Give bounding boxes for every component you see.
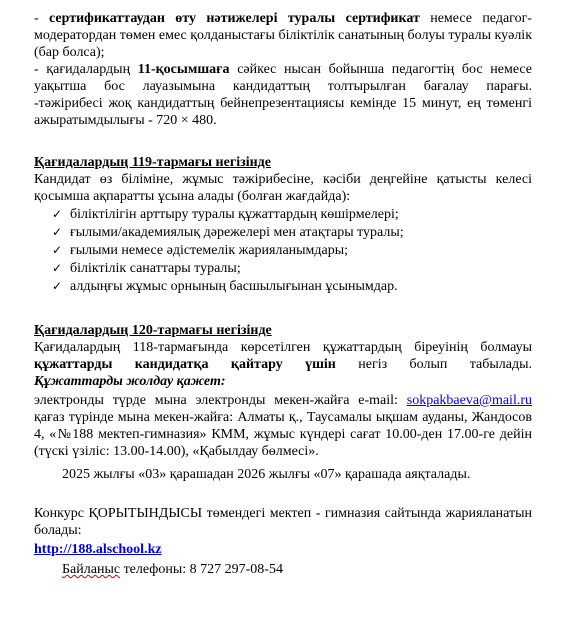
list-item: ғылыми немесе әдістемелік жарияланымдары;: [70, 243, 349, 258]
intro-line-6: -тәжірибесі жоқ кандидаттың бейнепрезентациясы кемінде 15 минут, ең төменгі: [34, 96, 532, 111]
dates-line: 2025 жылғы «03» қарашадан 2026 жылғы «07» қарашада аяқталады.: [62, 467, 471, 482]
address-line-2: 4, «№188 мектеп-гимназия» КММ, жұмыс күндері сағат 10.00-ден 17.00-ге дейін: [34, 427, 532, 442]
results-line-1: Конкурс ҚОРЫТЫНДЫСЫ төмендегі мектеп - гимназия сайтында жарияланатын: [34, 506, 532, 521]
intro-line-3: (бар болса);: [34, 45, 105, 60]
section-119-para-line-2: қосымша ақпаратты ұсына алады (болған жағдайда):: [34, 189, 351, 204]
intro-line-1: - сертификаттаудан өту нәтижелері туралы сертификат немесе педагог-: [34, 11, 532, 26]
email-link[interactable]: sokpakbaeva@mail.ru: [406, 393, 532, 408]
documents-heading: Құжаттарды жолдау қажет:: [34, 374, 226, 389]
intro-line-5: уақытша бос лауазымына кандидаттың толтырылған бағалау парағы.: [34, 79, 532, 94]
phone-label: Байланыс: [62, 562, 121, 577]
intro-line-7: ажыратымдылығы - 720 × 480.: [34, 113, 217, 128]
checkmark-icon: ✓: [52, 207, 63, 221]
checkmark-icon: ✓: [52, 225, 63, 239]
results-link-line: [34, 541, 532, 558]
email-line: электронды түрде мына электронды мекен-жайға e-mail: sokpakbaeva@mail.ru: [34, 393, 532, 408]
intro-line-4: - қағидалардың 11-қосымшаға сәйкес нысан бойынша педагогтің бос немесе: [34, 62, 532, 77]
section-120-para-line-1: Қағидалардың 118-тармағында көрсетілген құжаттардың біреуінің болмауы: [34, 340, 532, 355]
results-line-2: болады:: [34, 523, 82, 538]
list-item: ғылыми/академиялық дәрежелері мен атақтары туралы;: [70, 225, 404, 240]
section-119-para-line-1: Кандидат өз біліміне, жұмыс тәжірибесіне, кәсіби деңгейіне қатысты келесі: [34, 172, 532, 187]
checkmark-icon: ✓: [52, 243, 63, 257]
checkmark-icon: ✓: [52, 261, 63, 275]
list-item: алдыңғы жұмыс орнының басшылығынан ұсынымдар.: [70, 279, 398, 294]
section-120-heading: Қағидалардың 120-тармағы негізінде: [34, 323, 272, 338]
list-item: біліктілік санаттары туралы;: [70, 261, 241, 276]
address-line-3: (түскі үзіліс: 13.00-14.00), «Қабылдау бөлмесі».: [34, 444, 319, 459]
intro-line-2: модератордан төмен емес қолданыстағы біліктілік санатының болуы туралы куәлік: [34, 28, 532, 43]
school-website-link[interactable]: http://188.alschool.kz: [34, 542, 162, 557]
appendix-11-bold-text: 11-қосымшаға: [137, 62, 230, 77]
certificate-bold-text: сертификаттаудан өту нәтижелері туралы сертификат: [49, 11, 420, 26]
section-120-para-line-2: құжаттарды кандидатқа қайтару үшін негіз болып табылады.: [34, 357, 533, 372]
phone-line: Байланыс телефоны: 8 727 297-08-54: [62, 562, 283, 577]
return-documents-bold-text: құжаттарды кандидатқа қайтару үшін: [34, 357, 336, 372]
list-item: біліктілігін арттыру туралы құжаттардың көшірмелері;: [70, 207, 399, 222]
checkmark-icon: ✓: [52, 279, 63, 293]
section-119-heading: Қағидалардың 119-тармағы негізінде: [34, 155, 271, 170]
address-line-1: қағаз түрінде мына мекен-жайға: Алматы қ., Таусамалы ықшам ауданы, Жандосов: [34, 410, 532, 425]
